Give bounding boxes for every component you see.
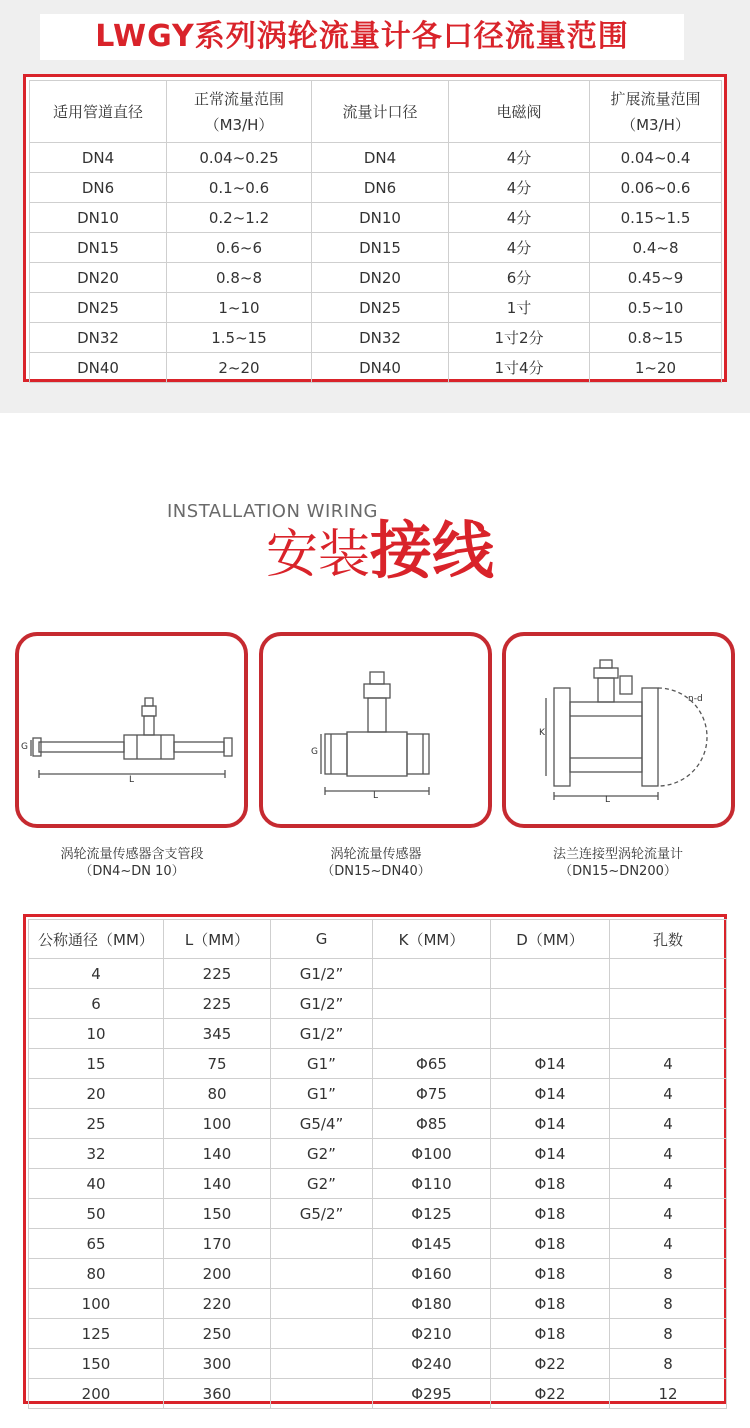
table-cell: 50: [29, 1199, 164, 1229]
table-row: [29, 1109, 727, 1139]
table-cell: DN10: [312, 203, 449, 233]
table-cell: 1~10: [167, 293, 312, 323]
table-row: [30, 143, 722, 173]
page-title: LWGY系列涡轮流量计各口径流量范围: [40, 14, 684, 60]
table-cell: Φ18: [491, 1289, 610, 1319]
table-row: [29, 1289, 727, 1319]
table-row: [29, 1379, 727, 1409]
table-row: [29, 1169, 727, 1199]
table-cell: DN6: [312, 173, 449, 203]
table-cell: Φ295: [373, 1379, 491, 1409]
table-cell: [610, 959, 727, 989]
table-cell: 4: [610, 1049, 727, 1079]
table-cell: 4: [610, 1229, 727, 1259]
table-row: [29, 1319, 727, 1349]
left-flange: [554, 688, 570, 786]
table-cell: 140: [164, 1139, 271, 1169]
table-cell: 200: [29, 1379, 164, 1409]
flow-range-table: [29, 80, 722, 383]
table-cell: 8: [610, 1319, 727, 1349]
table-cell: 1~20: [590, 353, 722, 383]
table-cell: 8: [610, 1289, 727, 1319]
installation-heading-en: INSTALLATION WIRING: [167, 501, 378, 522]
header-cell: L（MM）: [164, 920, 271, 959]
table-cell: [373, 959, 491, 989]
table-cell: [271, 1319, 373, 1349]
table-cell: DN32: [312, 323, 449, 353]
label-l: L: [373, 791, 379, 801]
table-cell: 25: [29, 1109, 164, 1139]
table-cell: G1/2”: [271, 989, 373, 1019]
table-cell: 0.45~9: [590, 263, 722, 293]
table-header-row: [30, 81, 722, 143]
header-cell: 电磁阀: [449, 81, 590, 143]
table-cell: Φ14: [491, 1109, 610, 1139]
table-cell: G5/2”: [271, 1199, 373, 1229]
table-cell: 345: [164, 1019, 271, 1049]
table-cell: 150: [29, 1349, 164, 1379]
table-row: [30, 293, 722, 323]
table-cell: 0.8~8: [167, 263, 312, 293]
table-cell: 300: [164, 1349, 271, 1379]
table-cell: Φ18: [491, 1229, 610, 1259]
table-cell: Φ18: [491, 1169, 610, 1199]
table-cell: 8: [610, 1349, 727, 1379]
table-cell: [491, 959, 610, 989]
header-cell: 流量计口径: [312, 81, 449, 143]
label-l: L: [129, 775, 135, 785]
table-cell: 0.04~0.25: [167, 143, 312, 173]
label-g: G: [311, 747, 318, 757]
installation-heading-zh: [266, 514, 495, 587]
table-cell: DN6: [30, 173, 167, 203]
table-cell: Φ240: [373, 1349, 491, 1379]
table-cell: 1寸: [449, 293, 590, 323]
label-g: G: [21, 742, 28, 752]
label-k: K: [539, 728, 545, 738]
table-cell: G1/2”: [271, 1019, 373, 1049]
header-cell: 适用管道直径: [30, 81, 167, 143]
table-cell: 4: [610, 1079, 727, 1109]
table-cell: Φ210: [373, 1319, 491, 1349]
table-cell: 80: [164, 1079, 271, 1109]
table-cell: 4分: [449, 203, 590, 233]
flow-range-panel: [0, 0, 750, 413]
table-cell: G2”: [271, 1169, 373, 1199]
table-cell: 220: [164, 1289, 271, 1319]
table-cell: 0.4~8: [590, 233, 722, 263]
sensor-body: [347, 732, 407, 776]
table-cell: [373, 989, 491, 1019]
diagram-caption-sensor: 涡轮流量传感器 （DN15~DN40）: [321, 847, 431, 879]
table-cell: 225: [164, 959, 271, 989]
diagram-card-branch-pipe: [15, 632, 248, 828]
table-row: [30, 263, 722, 293]
table-cell: [271, 1259, 373, 1289]
table-cell: DN32: [30, 323, 167, 353]
table-header-row: [29, 920, 727, 959]
table-cell: 4: [610, 1109, 727, 1139]
table-cell: 1.5~15: [167, 323, 312, 353]
table-cell: G1”: [271, 1079, 373, 1109]
table-cell: 360: [164, 1379, 271, 1409]
table-cell: DN25: [312, 293, 449, 323]
table-cell: 1寸2分: [449, 323, 590, 353]
header-cell: D（MM）: [491, 920, 610, 959]
table-cell: 100: [164, 1109, 271, 1139]
table-cell: [610, 1019, 727, 1049]
diagram-card-flange: [502, 632, 735, 828]
table-cell: 0.06~0.6: [590, 173, 722, 203]
table-cell: Φ65: [373, 1049, 491, 1079]
table-cell: [271, 1289, 373, 1319]
table-cell: Φ110: [373, 1169, 491, 1199]
table-cell: DN10: [30, 203, 167, 233]
table-cell: 10: [29, 1019, 164, 1049]
table-cell: DN15: [30, 233, 167, 263]
table-cell: 4: [610, 1139, 727, 1169]
table-row: [29, 1079, 727, 1109]
table-cell: 0.2~1.2: [167, 203, 312, 233]
table-cell: 20: [29, 1079, 164, 1109]
label-l: L: [605, 795, 611, 805]
table-cell: 4分: [449, 143, 590, 173]
table-row: [30, 323, 722, 353]
dimension-spec-table: [28, 919, 727, 1409]
label-nd: n-d: [688, 694, 703, 704]
table-cell: [271, 1379, 373, 1409]
table-cell: Φ18: [491, 1259, 610, 1289]
table-row: [29, 1259, 727, 1289]
table-cell: 200: [164, 1259, 271, 1289]
table-cell: Φ145: [373, 1229, 491, 1259]
table-row: [29, 1139, 727, 1169]
table-cell: 100: [29, 1289, 164, 1319]
table-cell: [271, 1349, 373, 1379]
table-row: [29, 1199, 727, 1229]
table-row: [29, 989, 727, 1019]
table-cell: DN40: [312, 353, 449, 383]
table-cell: 0.04~0.4: [590, 143, 722, 173]
table-cell: 4分: [449, 233, 590, 263]
table-cell: 75: [164, 1049, 271, 1079]
header-cell: 公称通径（MM）: [29, 920, 164, 959]
table-cell: 250: [164, 1319, 271, 1349]
table-row: [29, 959, 727, 989]
diagram-card-sensor: [259, 632, 492, 828]
table-cell: Φ85: [373, 1109, 491, 1139]
header-cell: G: [271, 920, 373, 959]
sensor-body: [124, 735, 174, 759]
table-cell: Φ14: [491, 1139, 610, 1169]
table-cell: Φ14: [491, 1079, 610, 1109]
table-cell: 65: [29, 1229, 164, 1259]
table-cell: 0.15~1.5: [590, 203, 722, 233]
table-cell: DN20: [312, 263, 449, 293]
table-cell: [373, 1019, 491, 1049]
right-flange: [642, 688, 658, 786]
table-cell: 15: [29, 1049, 164, 1079]
table-cell: 125: [29, 1319, 164, 1349]
table-cell: G1”: [271, 1049, 373, 1079]
table-cell: G5/4”: [271, 1109, 373, 1139]
table-cell: 80: [29, 1259, 164, 1289]
table-cell: Φ22: [491, 1349, 610, 1379]
table-row: [30, 233, 722, 263]
heading-bold-part: 接线: [370, 514, 495, 587]
right-branch-pipe: [174, 742, 224, 752]
table-cell: 140: [164, 1169, 271, 1199]
table-cell: DN4: [312, 143, 449, 173]
table-cell: DN4: [30, 143, 167, 173]
table-cell: Φ180: [373, 1289, 491, 1319]
table-cell: G1/2”: [271, 959, 373, 989]
left-branch-pipe: [39, 742, 124, 752]
table-cell: 0.1~0.6: [167, 173, 312, 203]
table-cell: Φ14: [491, 1049, 610, 1079]
flow-range-table-frame: [23, 74, 727, 382]
table-cell: [491, 1019, 610, 1049]
spec-table-frame: [23, 914, 727, 1404]
table-cell: DN25: [30, 293, 167, 323]
meter-body: [570, 702, 642, 772]
table-row: [30, 173, 722, 203]
right-thread: [407, 734, 429, 774]
table-cell: 4: [29, 959, 164, 989]
branch-pipe-sensor-drawing: [19, 636, 244, 824]
table-cell: Φ125: [373, 1199, 491, 1229]
header-cell: 扩展流量范围 （M3/H）: [590, 81, 722, 143]
table-cell: 4: [610, 1169, 727, 1199]
table-cell: 4: [610, 1199, 727, 1229]
table-cell: 225: [164, 989, 271, 1019]
table-cell: DN40: [30, 353, 167, 383]
table-row: [29, 1019, 727, 1049]
header-cell: 孔数: [610, 920, 727, 959]
table-cell: [271, 1229, 373, 1259]
table-row: [29, 1349, 727, 1379]
table-cell: DN20: [30, 263, 167, 293]
table-cell: 170: [164, 1229, 271, 1259]
left-thread: [325, 734, 347, 774]
table-cell: 8: [610, 1259, 727, 1289]
table-cell: Φ100: [373, 1139, 491, 1169]
table-cell: 12: [610, 1379, 727, 1409]
table-cell: [491, 989, 610, 1019]
table-cell: 150: [164, 1199, 271, 1229]
header-cell: 正常流量范围 （M3/H）: [167, 81, 312, 143]
table-cell: 40: [29, 1169, 164, 1199]
table-cell: G2”: [271, 1139, 373, 1169]
table-cell: 0.5~10: [590, 293, 722, 323]
table-cell: Φ18: [491, 1319, 610, 1349]
table-cell: [610, 989, 727, 1019]
table-cell: 1寸4分: [449, 353, 590, 383]
table-row: [30, 353, 722, 383]
table-cell: Φ160: [373, 1259, 491, 1289]
table-cell: DN15: [312, 233, 449, 263]
header-cell: K（MM）: [373, 920, 491, 959]
heading-light-part: 安装: [266, 525, 371, 585]
table-cell: Φ75: [373, 1079, 491, 1109]
table-row: [29, 1229, 727, 1259]
table-cell: 6: [29, 989, 164, 1019]
table-cell: 4分: [449, 173, 590, 203]
diagram-caption-branch-pipe: 涡轮流量传感器含支管段 （DN4~DN 10）: [60, 847, 204, 879]
table-cell: 0.6~6: [167, 233, 312, 263]
table-cell: 32: [29, 1139, 164, 1169]
table-cell: Φ22: [491, 1379, 610, 1409]
table-cell: 2~20: [167, 353, 312, 383]
table-cell: Φ18: [491, 1199, 610, 1229]
table-cell: 0.8~15: [590, 323, 722, 353]
table-row: [30, 203, 722, 233]
table-cell: 6分: [449, 263, 590, 293]
diagram-caption-flange: 法兰连接型涡轮流量计 （DN15~DN200）: [552, 847, 683, 879]
table-row: [29, 1049, 727, 1079]
